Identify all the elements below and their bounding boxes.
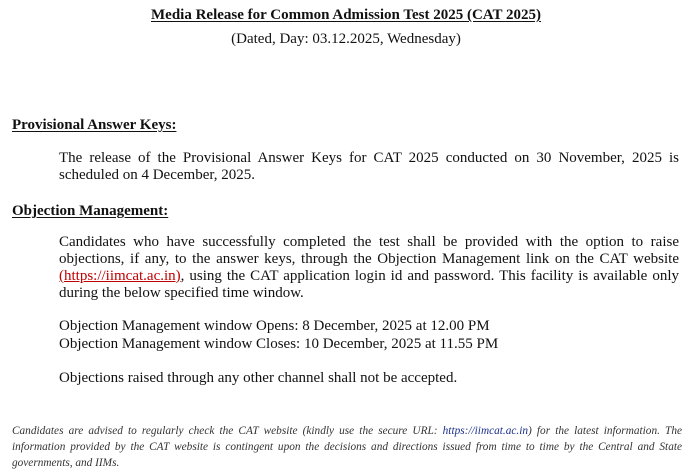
objection-management-paragraph [59, 234, 679, 302]
footer-text-before-link: Candidates are advised to regularly check the CAT website (kindly use the secure URL: [12, 425, 443, 437]
objection-text-before-link: Candidates who have successfully completed the test shall be provided with the option to raise objections, if any, to the answer keys, through the Objection Management link on the CAT website [59, 234, 679, 267]
footer-text-after-link: ) for the latest information. The information provided by the CAT website is contingent upon the decisions and directions issued from time to time by the Central and State governments, and IIMs. [12, 425, 682, 469]
answer-keys-paragraph: The release of the Provisional Answer Keys for CAT 2025 conducted on 30 November, 2025 is scheduled on 4 December, 2025. [59, 150, 679, 183]
cat-website-link[interactable]: (https://iimcat.ac.in) [59, 268, 181, 284]
footer-secure-url-link[interactable]: https://iimcat.ac.in [442, 425, 529, 437]
objection-text-after-link: , using the CAT application login id and password. This facility is available only during the below specified time window. [59, 268, 679, 301]
section-heading-answer-keys: Provisional Answer Keys: [12, 117, 177, 133]
footer-disclaimer [12, 423, 682, 471]
page-title: Media Release for Common Admission Test 2025 (CAT 2025) [151, 7, 541, 23]
section-heading-objection-management: Objection Management: [12, 203, 169, 219]
objection-channel-note: Objections raised through any other channel shall not be accepted. [59, 370, 458, 386]
window-closes-line: Objection Management window Closes: 10 December, 2025 at 11.55 PM [59, 336, 499, 352]
dated-line: (Dated, Day: 03.12.2025, Wednesday) [231, 31, 461, 47]
window-opens-line: Objection Management window Opens: 8 December, 2025 at 12.00 PM [59, 318, 490, 334]
